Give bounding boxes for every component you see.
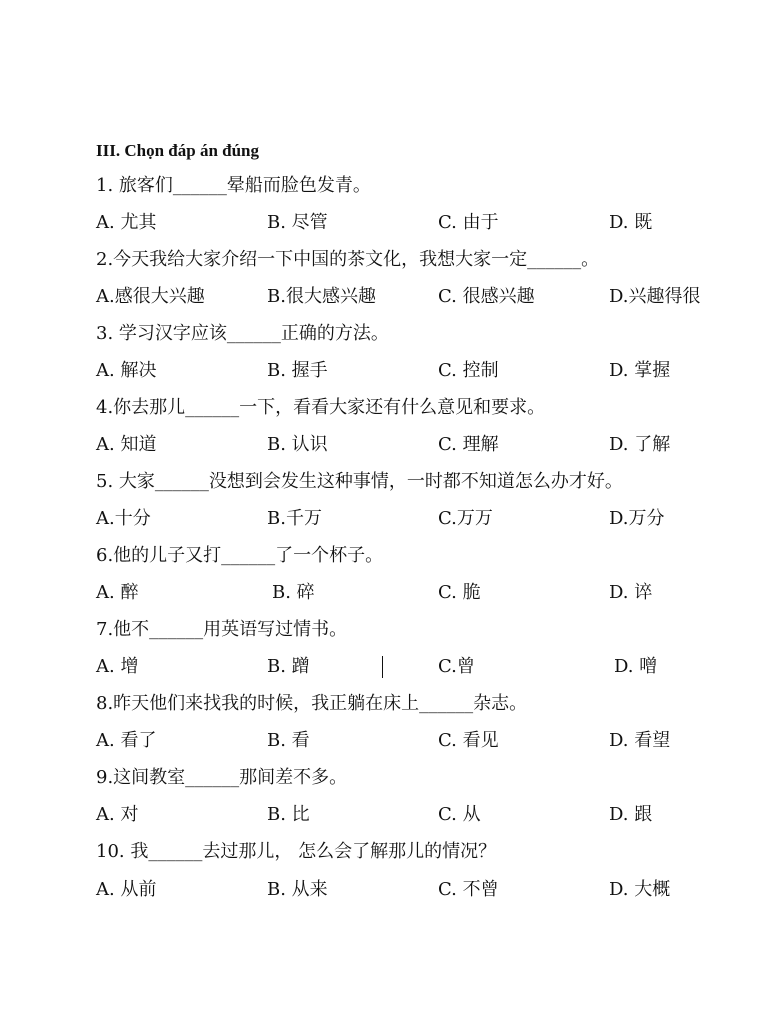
option-c: C. 由于	[438, 212, 499, 233]
option-b: B. 蹭	[267, 656, 310, 677]
question-4-options	[0, 434, 768, 456]
question-7: 7.他不______用英语写过情书。	[96, 619, 348, 640]
option-a: A. 醉	[96, 582, 139, 603]
option-b: B.很大感兴趣	[267, 286, 376, 307]
option-a: A. 对	[96, 804, 139, 825]
option-a: A. 知道	[96, 434, 157, 455]
option-c: C.曾	[438, 656, 475, 677]
question-10-options-clipped	[0, 870, 768, 900]
question-9: 9.这间教室______那间差不多。	[96, 767, 348, 788]
option-b: B.千万	[267, 508, 322, 529]
option-d: D. 看望	[609, 730, 671, 751]
option-c: C. 不曾	[438, 879, 499, 900]
question-9-options	[0, 804, 768, 826]
option-a: A. 尤其	[96, 212, 157, 233]
option-b: B. 看	[267, 730, 310, 751]
question-2: 2.今天我给大家介绍一下中国的茶文化，我想大家一定______。	[96, 249, 600, 270]
option-b: B. 碎	[272, 582, 315, 603]
option-d: D. 跟	[609, 804, 653, 825]
option-a: A. 看了	[96, 730, 157, 751]
question-2-options	[0, 286, 768, 308]
question-5: 5. 大家______没想到会发生这种事情，一时都不知道怎么办才好。	[96, 471, 623, 492]
question-3-options	[0, 360, 768, 382]
option-d: D. 掌握	[609, 360, 671, 381]
option-a: A. 解决	[96, 360, 157, 381]
text-cursor-mark	[382, 656, 383, 678]
question-7-options	[0, 656, 768, 678]
option-d: D. 了解	[609, 434, 671, 455]
option-b: B. 比	[267, 804, 310, 825]
option-d: D. 噌	[614, 656, 658, 677]
question-6: 6.他的儿子又打______了一个杯子。	[96, 545, 384, 566]
question-1-options	[0, 212, 768, 234]
question-10-options	[0, 879, 768, 901]
option-c: C. 理解	[438, 434, 499, 455]
option-d: D.兴趣得很	[609, 286, 701, 307]
question-5-options	[0, 508, 768, 530]
option-b: B. 认识	[267, 434, 328, 455]
option-c: C. 看见	[438, 730, 499, 751]
question-3: 3. 学习汉字应该______正确的方法。	[96, 323, 389, 344]
question-1: 1. 旅客们______晕船而脸色发青。	[96, 175, 371, 196]
option-b: B. 从来	[267, 879, 328, 900]
option-d: D.万分	[609, 508, 665, 529]
option-c: C. 从	[438, 804, 481, 825]
question-10: 10. 我______去过那儿， 怎么会了解那儿的情况？	[96, 841, 497, 862]
option-c: C. 控制	[438, 360, 499, 381]
option-a: A.十分	[96, 508, 151, 529]
question-4: 4.你去那儿______一下，看看大家还有什么意见和要求。	[96, 397, 546, 418]
option-d: D. 谇	[609, 582, 653, 603]
question-6-options	[0, 582, 768, 604]
option-c: C.万万	[438, 508, 493, 529]
option-a: A.感很大兴趣	[96, 286, 205, 307]
section-heading: III. Chọn đáp án đúng	[96, 141, 260, 160]
option-b: B. 尽管	[267, 212, 328, 233]
option-d: D. 大概	[609, 879, 671, 900]
option-a: A. 从前	[96, 879, 157, 900]
option-c: C. 很感兴趣	[438, 286, 535, 307]
question-8: 8.昨天他们来找我的时候，我正躺在床上______杂志。	[96, 693, 528, 714]
option-c: C. 脆	[438, 582, 481, 603]
question-8-options	[0, 730, 768, 752]
option-b: B. 握手	[267, 360, 328, 381]
option-a: A. 增	[96, 656, 139, 677]
option-d: D. 既	[609, 212, 653, 233]
